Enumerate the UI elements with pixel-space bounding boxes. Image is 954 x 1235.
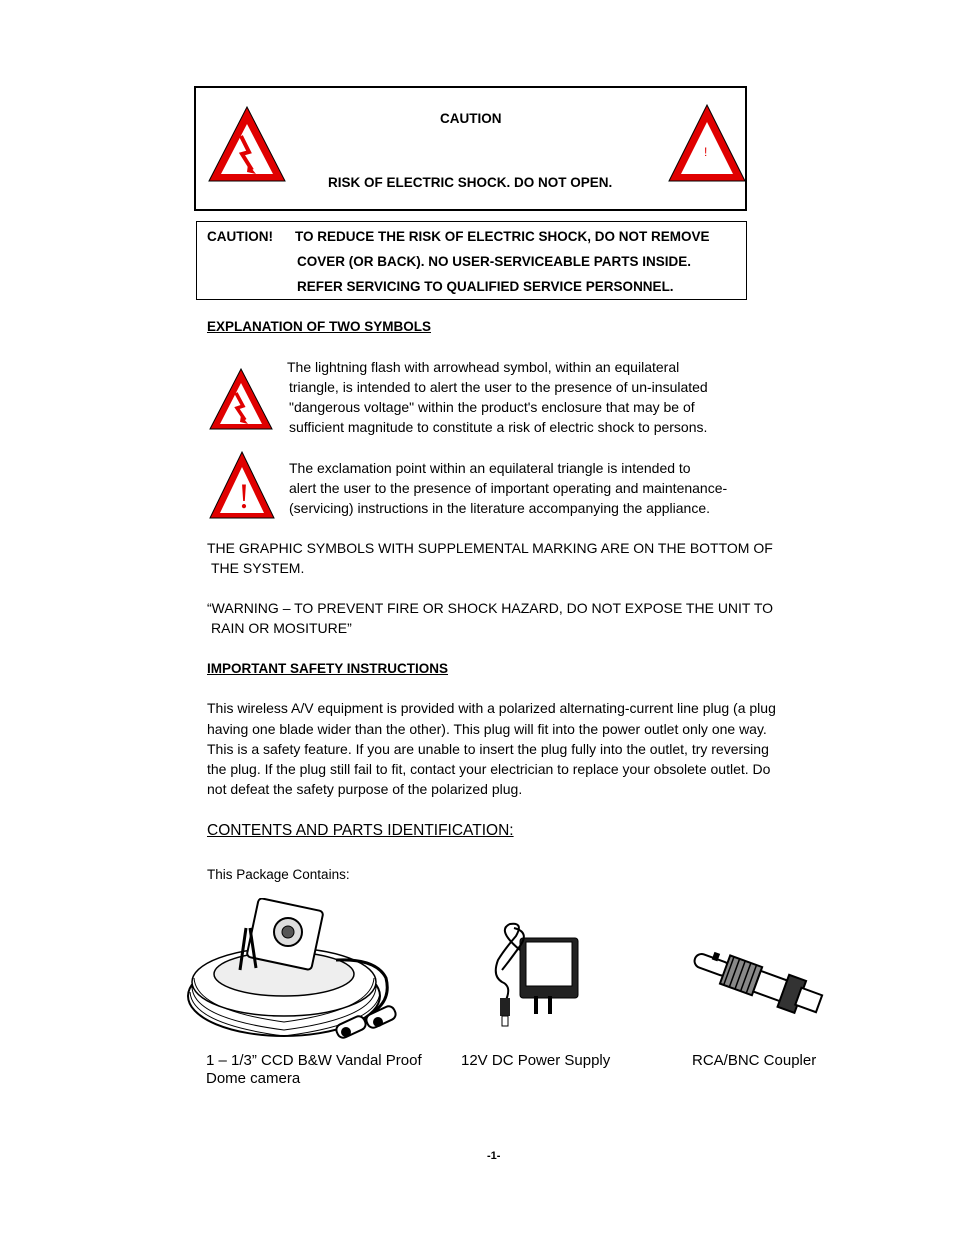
- coupler-caption: RCA/BNC Coupler: [692, 1052, 817, 1069]
- symbols-heading: EXPLANATION OF TWO SYMBOLS: [207, 319, 431, 334]
- graphic-note-line: THE SYSTEM.: [211, 560, 305, 576]
- exclamation-mark-small: !: [704, 145, 708, 159]
- camera-caption: 1 – 1/3” CCD B&W Vandal Proof: [206, 1052, 422, 1069]
- package-intro: This Package Contains:: [207, 867, 350, 882]
- dome-camera-image: [186, 898, 400, 1043]
- safety-text-line: This is a safety feature. If you are unable to insert the plug fully into the outlet, try reversing: [207, 741, 769, 757]
- exclamation-text-line: alert the user to the presence of important operating and maintenance-: [289, 480, 728, 496]
- exclamation-warning-icon: [666, 102, 748, 184]
- caution-notice-line: REFER SERVICING TO QUALIFIED SERVICE PERSONNEL.: [297, 279, 674, 294]
- contents-heading: CONTENTS AND PARTS IDENTIFICATION:: [207, 822, 514, 839]
- lightning-text-line: triangle, is intended to alert the user to the presence of un-insulated: [289, 379, 708, 395]
- safety-text-line: having one blade wider than the other). This plug will fit into the power outlet only one way.: [207, 721, 767, 737]
- exclamation-text-line: (servicing) instructions in the literature accompanying the appliance.: [289, 500, 710, 516]
- page-number: -1-: [487, 1150, 501, 1162]
- rca-bnc-coupler-image: [686, 948, 826, 1020]
- caution-notice-line: COVER (OR BACK). NO USER-SERVICEABLE PARTS INSIDE.: [297, 254, 692, 269]
- graphic-note-line: THE GRAPHIC SYMBOLS WITH SUPPLEMENTAL MARKING ARE ON THE BOTTOM OF: [207, 540, 773, 556]
- safety-text-line: not defeat the safety purpose of the polarized plug.: [207, 781, 523, 797]
- caution-notice-label: CAUTION!: [207, 229, 273, 244]
- caution-notice-box: [196, 221, 747, 300]
- caution-box: [194, 86, 747, 211]
- power-supply-caption: 12V DC Power Supply: [461, 1052, 611, 1069]
- camera-caption: Dome camera: [206, 1070, 301, 1087]
- exclamation-mark-large: !: [238, 476, 250, 516]
- safety-text-line: the plug. If the plug still fail to fit, contact your electrician to replace your obsolete outlet. Do: [207, 761, 771, 777]
- safety-text-line: This wireless A/V equipment is provided with a polarized alternating-current line plug (a plug: [207, 700, 776, 716]
- lightning-text-line: sufficient magnitude to constitute a risk of electric shock to persons.: [289, 419, 708, 435]
- lightning-symbol-icon: [208, 367, 274, 431]
- caution-message: RISK OF ELECTRIC SHOCK. DO NOT OPEN.: [328, 175, 613, 190]
- lightning-text-line: The lightning flash with arrowhead symbol, within an equilateral: [287, 359, 680, 375]
- lightning-text-line: "dangerous voltage" within the product's enclosure that may be of: [289, 399, 695, 415]
- safety-heading: IMPORTANT SAFETY INSTRUCTIONS: [207, 661, 449, 676]
- caution-title: CAUTION: [440, 111, 502, 126]
- lightning-warning-icon: [206, 104, 288, 184]
- power-supply-image: [490, 920, 584, 1028]
- caution-notice-line: TO REDUCE THE RISK OF ELECTRIC SHOCK, DO NOT REMOVE: [295, 229, 710, 244]
- exclamation-text-line: The exclamation point within an equilateral triangle is intended to: [289, 460, 691, 476]
- warning-note-line: RAIN OR MOSITURE”: [211, 620, 352, 636]
- warning-note-line: “WARNING – TO PREVENT FIRE OR SHOCK HAZARD, DO NOT EXPOSE THE UNIT TO: [207, 600, 774, 616]
